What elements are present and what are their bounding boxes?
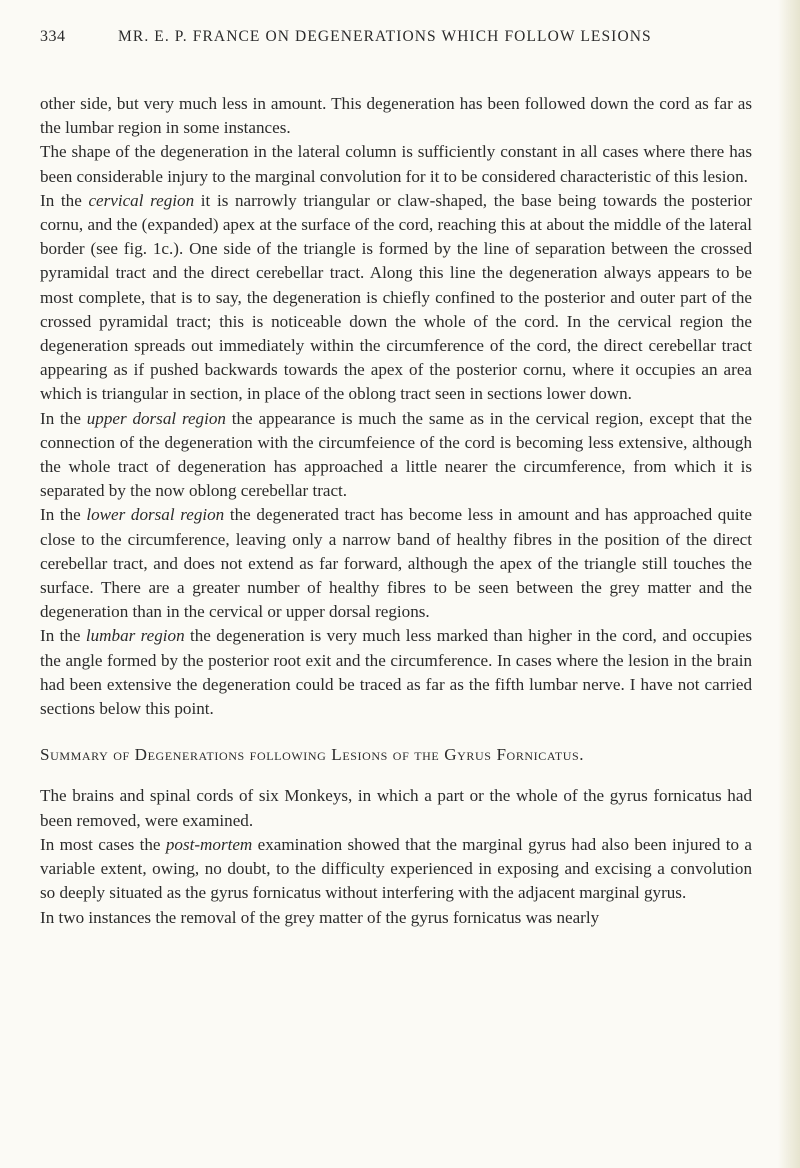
paragraph-text: examination showed that the marginal gyrus had also been injured to a variable extent, owing, no doubt, to the difficulty experienced in exposing and excising a convolution so deeply situated as the gyrus fornicatus without interfering with the adjacent marginal gyrus. [40, 834, 752, 903]
paragraph-text: In the [40, 408, 87, 428]
body-text [40, 92, 752, 930]
region-term: lumbar region [85, 626, 185, 646]
paragraph [40, 92, 752, 140]
region-term: upper dorsal region [86, 408, 226, 428]
paragraph-text: In the [40, 626, 86, 646]
latin-term: post-mortem [165, 834, 253, 854]
page-number: 334 [40, 28, 66, 45]
paragraph [40, 503, 752, 624]
paragraph [40, 407, 752, 504]
paragraph [40, 833, 752, 906]
paragraph-text: In the [40, 190, 89, 210]
paragraph-text: In most cases the [40, 834, 166, 854]
paragraph-text: it is narrowly triangular or claw-shaped, the base being towards the posterior cornu, and the (expanded) apex at the surface of the cord, reaching this at about the middle of the lateral border (see fig. 1c.). One side of the triangle is formed by the line of separation between the crossed pyramidal tract and the direct cerebellar tract. Along this line the degeneration always appears to be most complete, that is to say, the degeneration is chiefly confined to the posterior and outer part of the crossed pyramidal tract; this is noticeable down the whole of the cord. In the cervical region the degeneration spreads out immediately within the circumference of the cord, the direct cerebellar tract appearing as if pushed backwards towards the apex of the posterior cornu, where it occupies an area which is triangular in section, in place of the oblong tract seen in sections lower down. [40, 190, 752, 404]
paragraph [40, 140, 752, 188]
paragraph-text: the degenerated tract has become less in amount and has approached quite close to the circumference, leaving only a narrow band of healthy fibres in the position of the direct cerebellar tract, and does not extend as far forward, although the apex of the triangle still touches the surface. There are a greater number of healthy fibres to be seen between the grey matter and the degeneration than in the cervical or upper dorsal regions. [40, 505, 752, 622]
paragraph [40, 906, 752, 930]
running-head: MR. E. P. FRANCE ON DEGENERATIONS WHICH FOLLOW LESIONS [118, 28, 652, 45]
paragraph-text: In two instances the removal of the grey matter of the gyrus fornicatus was nearly [40, 907, 600, 927]
section-heading: Summary of Degenerations following Lesions of the Gyrus Fornicatus. [40, 745, 585, 765]
page-edge-shadow [778, 0, 800, 1168]
page-header [40, 28, 760, 54]
paragraph-text: The brains and spinal cords of six Monkeys, in which a part or the whole of the gyrus fornicatus had been removed, were examined. [40, 786, 752, 830]
paragraph-text: The shape of the degeneration in the lateral column is sufficiently constant in all cases where there has been considerable injury to the marginal convolution for it to be considered characteristic of this lesion. [40, 142, 752, 186]
paragraph [40, 784, 752, 832]
paragraph-text: the appearance is much the same as in the cervical region, except that the connection of the degeneration with the circumfeience of the cord is becoming less extensive, although the whole tract of degeneration has approached a little nearer the circumference, from which it is separated by the now oblong cerebellar tract. [40, 408, 752, 501]
paragraph [40, 189, 752, 407]
paragraph-text: In the [40, 505, 87, 525]
region-term: lower dorsal region [86, 505, 225, 525]
paragraph-text: the degeneration is very much less marked than higher in the cord, and occupies the angle formed by the posterior root exit and the circumference. In cases where the lesion in the brain had been extensive the degeneration could be traced as far as the fifth lumbar nerve. I have not carried sections below this point. [40, 626, 753, 719]
paragraph-text: other side, but very much less in amount. This degeneration has been followed down the cord as far as the lumbar region in some instances. [40, 94, 752, 138]
region-term: cervical region [88, 190, 195, 210]
paragraph [40, 624, 752, 721]
